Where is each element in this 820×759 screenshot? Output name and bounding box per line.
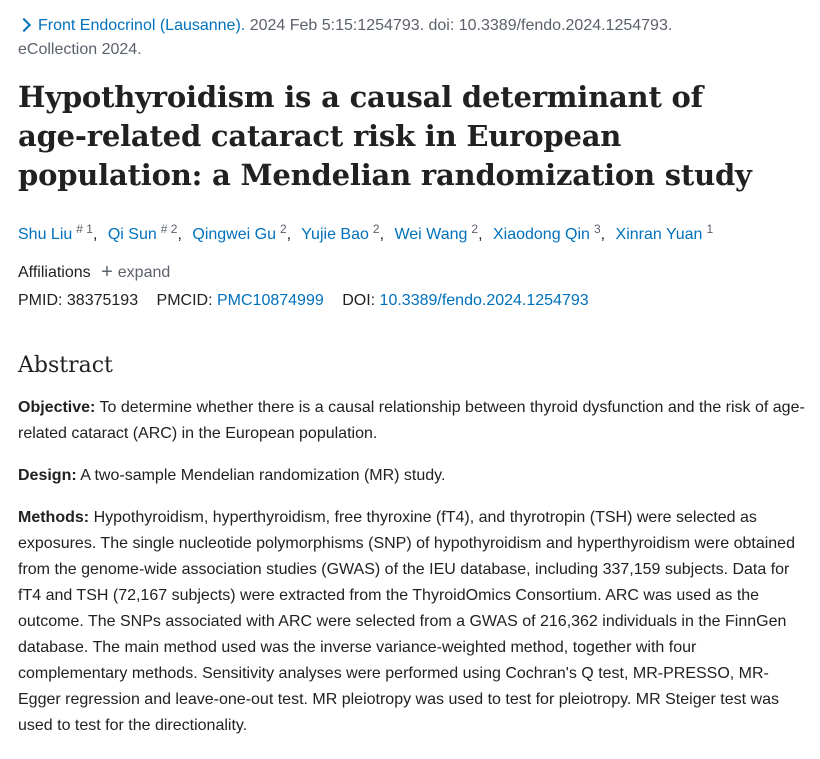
journal-name: Front Endocrinol (Lausanne). [38, 17, 246, 34]
affiliations-row [18, 260, 808, 285]
author-affiliation-ref[interactable]: 2 [279, 222, 287, 236]
article-title: Hypothyroidism is a causal determinant of age-related cataract risk in European population: a Mendelian randomization study [18, 80, 752, 192]
plus-icon: + [101, 261, 113, 283]
author-link[interactable]: Qi Sun [107, 226, 157, 243]
affiliations-label: Affiliations [18, 264, 91, 281]
methods-text: Hypothyroidism, hyperthyroidism, free thyroxine (fT4), and thyrotropin (TSH) were selected as exposures. The single nucleotide polymorphisms (SNP) of hypothyroidism and hyperthyroidism were obtained from the genome-wide association studies (GWAS) of the IEU database, including 337,159 subjects. Data for fT4 and TSH (72,167 subjects) were extracted from the ThyroidOmics Consortium. ARC was used as the outcome. The SNPs associated with ARC were selected from a GWAS of 216,362 individuals in the FinnGen database. The main method used was the inverse variance-weighted method, together with four complementary methods. Sensitivity analyses were performed using Cochran's Q test, MR-PRESSO, MR-Egger regression and leave-one-out test. MR pleiotropy was used to test for pleiotropy. MR Steiger test was used to test for the directionality. [18, 509, 795, 734]
author-affiliation-ref[interactable]: 2 [471, 222, 479, 236]
doi-label: DOI: [342, 292, 376, 309]
author-affiliation-ref[interactable]: # 2 [160, 222, 178, 236]
affiliations-expand-toggle[interactable] [101, 261, 171, 283]
author-link[interactable]: Yujie Bao [301, 226, 369, 243]
pmcid-label: PMCID: [156, 292, 213, 309]
abstract-design [18, 463, 808, 489]
citation-details: 2024 Feb 5:15:1254793. doi: 10.3389/fendo.2024.1254793. [249, 17, 673, 34]
author-affiliation-ref[interactable]: 2 [372, 222, 380, 236]
author-affiliation-ref[interactable]: 1 [706, 222, 714, 236]
author-link[interactable]: Xiaodong Qin [492, 226, 590, 243]
abstract-heading: Abstract [18, 353, 113, 378]
pmid-value: 38375193 [66, 292, 139, 309]
author-link[interactable]: Xinran Yuan [615, 226, 703, 243]
doi-link[interactable]: 10.3389/fendo.2024.1254793 [379, 292, 589, 309]
chevron-right-icon [17, 18, 31, 32]
methods-label: Methods: [18, 509, 90, 526]
expand-label: expand [117, 264, 171, 281]
author-link[interactable]: Qingwei Gu [192, 226, 276, 243]
pmcid-link[interactable]: PMC10874999 [217, 292, 324, 309]
abstract-objective [18, 395, 808, 447]
pmid-label: PMID: [18, 292, 63, 309]
author-affiliation-ref[interactable]: 3 [593, 222, 601, 236]
author-affiliation-ref[interactable]: # 1 [76, 222, 93, 236]
objective-text: To determine whether there is a causal relationship between thyroid dysfunction and the risk of age-related cataract (ARC) in the European population. [18, 399, 805, 442]
journal-link[interactable] [18, 17, 245, 34]
article-page [18, 0, 808, 739]
author-link[interactable]: Shu Liu [18, 226, 73, 243]
abstract-methods [18, 505, 808, 739]
author-list: Shu Liu $^{\# 1}$, Qi Sun $^{\# 2}$, Qingwei Gu $^2$, Yujie Bao $^2$, Wei Wang $^2$, Xiaodong Qin $^3$, Xinran Yuan $^1$ [18, 222, 714, 243]
author-link[interactable]: Wei Wang [394, 226, 468, 243]
identifiers [18, 289, 808, 313]
objective-label: Objective: [18, 399, 96, 416]
citation-collection: eCollection 2024. [18, 41, 142, 58]
design-label: Design: [18, 467, 77, 484]
design-text: A two-sample Mendelian randomization (MR) study. [80, 467, 446, 484]
citation [18, 14, 808, 62]
